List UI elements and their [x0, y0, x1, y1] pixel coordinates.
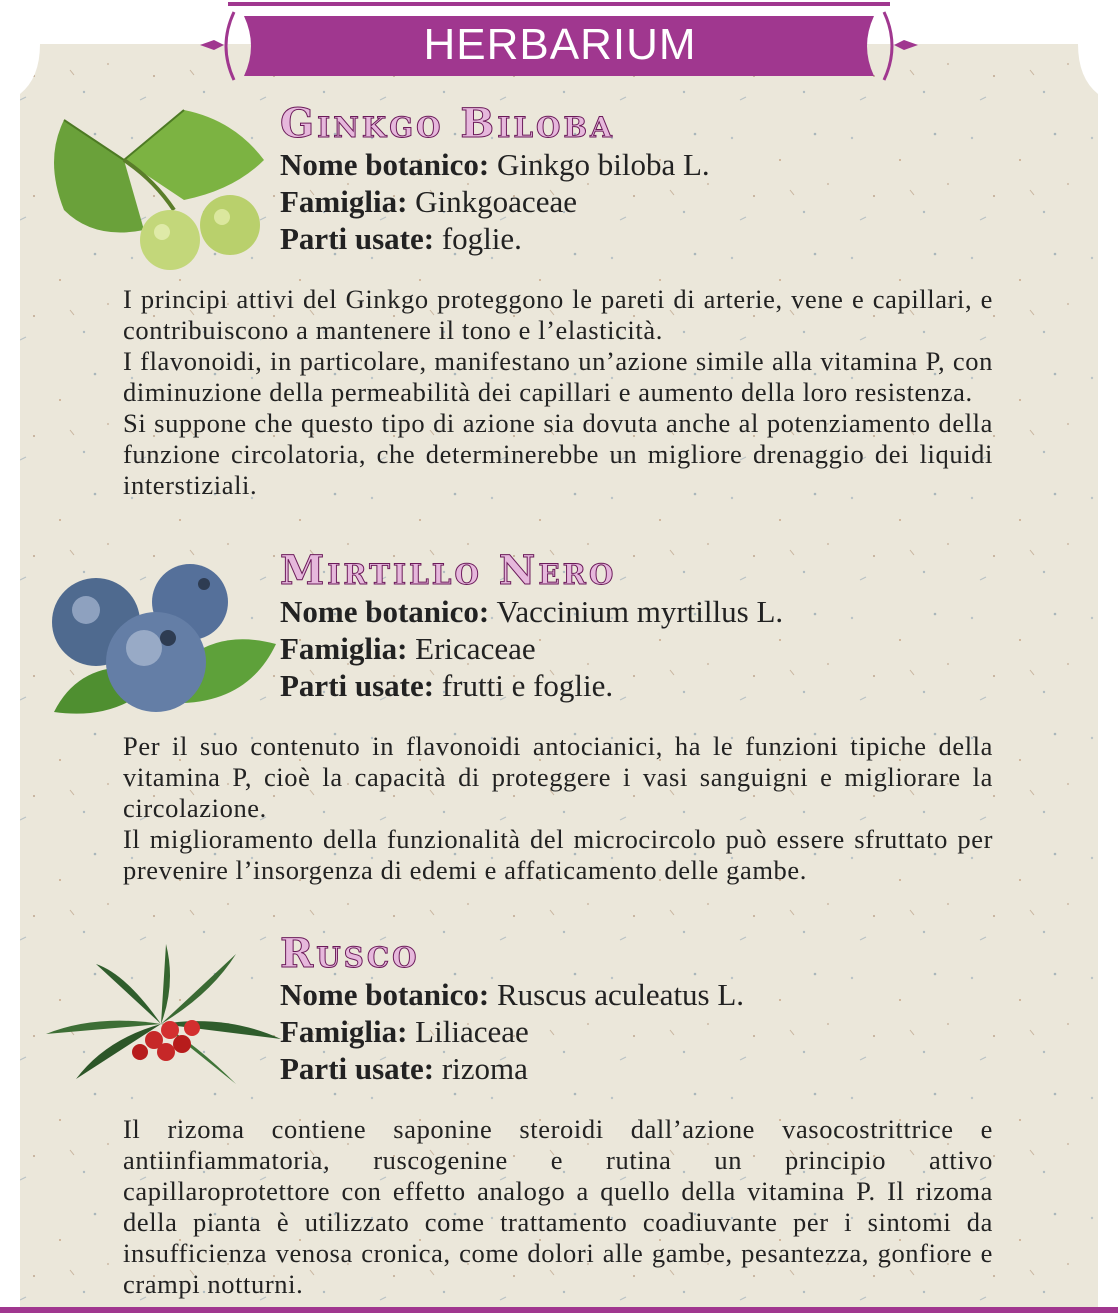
parts-line [280, 220, 522, 257]
plant-description-mirtillo [123, 731, 993, 886]
family-line [280, 630, 536, 667]
ginkgo-leaf-and-fruit-icon [34, 100, 274, 270]
botanical-value: Ginkgo biloba L. [496, 147, 710, 182]
botanical-value: Ruscus aculeatus L. [496, 977, 745, 1012]
family-label: Famiglia: [280, 1014, 408, 1049]
parts-label: Parti usate: [280, 1051, 435, 1086]
parts-label: Parti usate: [280, 668, 435, 703]
family-label: Famiglia: [280, 631, 408, 666]
family-label: Famiglia: [280, 184, 408, 219]
description-paragraph: I principi attivi del Ginkgo proteggono le pareti di arterie, vene e capillari, e contribuiscono a mantenere il tono e l’elasticità. [123, 284, 993, 345]
plant-name-ginkgo: Ginkgo Biloba [280, 100, 615, 147]
family-value: Ginkgoaceae [415, 184, 577, 219]
botanical-name-line [280, 146, 710, 183]
family-value: Ericaceae [415, 631, 536, 666]
description-paragraph: Si suppone che questo tipo di azione sia dovuta anche al potenziamento della funzione circolatoria, che determinerebbe un migliore drenaggio dei liquidi interstiziali. [123, 408, 993, 500]
botanical-name-line [280, 976, 744, 1013]
blueberries-icon [44, 562, 280, 726]
botanical-label: Nome botanico: [280, 147, 490, 182]
botanical-name-line [280, 593, 783, 630]
ruscus-sprig-icon [36, 944, 286, 1090]
family-value: Liliaceae [415, 1014, 529, 1049]
description-paragraph: I flavonoidi, in particolare, manifestano un’azione simile alla vitamina P, con diminuzione della permeabilità dei capillari e aumento della loro resistenza. [123, 346, 993, 407]
parts-value: frutti e foglie. [441, 668, 614, 703]
botanical-label: Nome botanico: [280, 594, 490, 629]
plant-name-rusco: Rusco [280, 930, 420, 977]
description-paragraph: Il rizoma contiene saponine steroidi dall’azione vasocostrittrice e antiinfiammatoria, ruscogenine e rutina un principio attivo capillaroprotettore con effetto analogo a quello della vitamina P. Il rizoma della pianta è utilizzato come trattamento coadiuvante per i sintomi da insufficienza venosa cronica, come dolori alle gambe, pesantezza, gonfiore e crampi notturni. [123, 1114, 993, 1299]
botanical-label: Nome botanico: [280, 977, 490, 1012]
parts-value: foglie. [441, 221, 522, 256]
family-line [280, 1013, 529, 1050]
description-paragraph: Il miglioramento della funzionalità del microcircolo può essere sfruttato per prevenire l’insorgenza di edemi e affaticamento delle gambe. [123, 824, 993, 885]
parts-line [280, 667, 613, 704]
description-paragraph: Per il suo contenuto in flavonoidi antocianici, ha le funzioni tipiche della vitamina P, cioè la capacità di proteggere i vasi sanguigni e migliorare la circolazione. [123, 731, 993, 823]
parts-label: Parti usate: [280, 221, 435, 256]
plant-description-rusco [123, 1114, 993, 1300]
plant-description-ginkgo [123, 284, 993, 501]
plant-name-mirtillo: Mirtillo Nero [280, 547, 617, 594]
bottom-border [0, 1307, 1118, 1313]
botanical-value: Vaccinium myrtillus L. [496, 594, 784, 629]
parts-value: rizoma [441, 1051, 528, 1086]
family-line [280, 183, 577, 220]
parts-line [280, 1050, 528, 1087]
page-title: HERBARIUM [423, 20, 697, 69]
